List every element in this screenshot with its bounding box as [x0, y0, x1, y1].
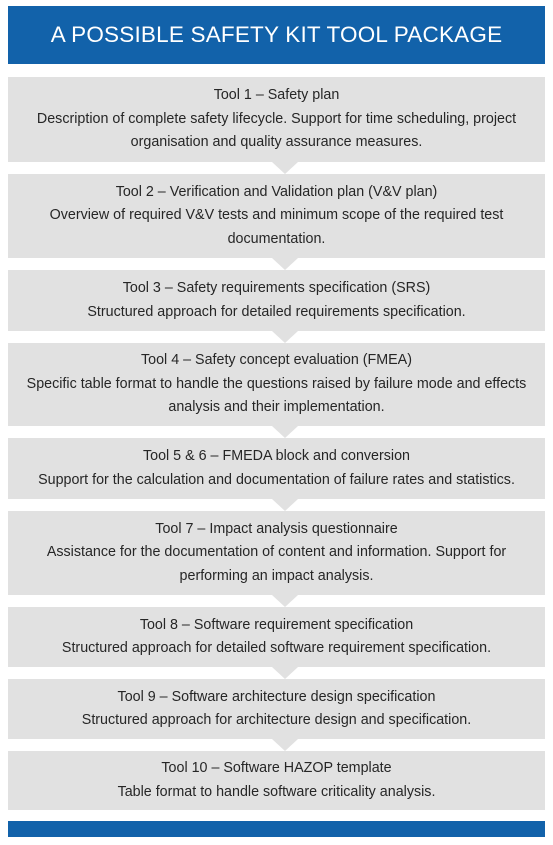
tool-description: Assistance for the documentation of content and information. Support for performing an impact analysis.	[46, 544, 507, 584]
tool-box-4	[8, 343, 545, 426]
flow-arrow-icon	[272, 739, 298, 751]
tool-description: Overview of required V&V tests and minimum scope of the required test documentation.	[49, 207, 504, 247]
tool-title: Tool 2 – Verification and Validation plan (V&V plan)	[115, 183, 438, 200]
page-title: A POSSIBLE SAFETY KIT TOOL PACKAGE	[50, 22, 503, 47]
tool-title: Tool 8 – Software requirement specification	[139, 616, 414, 633]
tool-title: Tool 7 – Impact analysis questionnaire	[155, 520, 398, 537]
flow-arrow-icon	[272, 667, 298, 679]
tool-box-2	[8, 174, 545, 258]
tool-box-10	[8, 751, 545, 810]
tool-title: Tool 1 – Safety plan	[213, 87, 340, 104]
tool-description: Structured approach for architecture design and specification.	[81, 712, 472, 728]
tool-description: Structured approach for detailed requirements specification.	[87, 303, 466, 320]
tool-box-9	[8, 679, 545, 739]
tool-box-1	[8, 77, 545, 162]
tool-description: Table format to handle software criticality analysis.	[117, 783, 436, 800]
tool-description: Specific table format to handle the questions raised by failure mode and effects analysis and their implementation.	[26, 375, 527, 416]
tool-box-7	[8, 511, 545, 595]
flow-arrow-icon	[272, 595, 298, 607]
tool-title: Tool 5 & 6 – FMEDA block and conversion	[142, 448, 410, 464]
tool-title: Tool 10 – Software HAZOP template	[161, 760, 392, 776]
tool-description: Structured approach for detailed software requirement specification.	[61, 640, 492, 656]
flow-arrow-icon	[272, 499, 298, 511]
tool-title: Tool 4 – Safety concept evaluation (FMEA)	[141, 352, 412, 369]
flow-arrow-icon	[272, 331, 298, 343]
tool-title: Tool 3 – Safety requirements specification (SRS)	[122, 280, 431, 296]
tool-box-5-6	[8, 438, 545, 499]
tool-box-3	[8, 270, 545, 331]
tool-box-8	[8, 607, 545, 667]
flow-arrow-icon	[272, 162, 298, 174]
tool-title: Tool 9 – Software architecture design specification	[117, 688, 436, 705]
flow-arrow-icon	[272, 258, 298, 270]
tool-description: Support for the calculation and documentation of failure rates and statistics.	[38, 471, 515, 488]
flow-arrow-icon	[272, 426, 298, 438]
tool-description: Description of complete safety lifecycle. Support for time scheduling, project organisation and quality assurance measures.	[36, 110, 517, 151]
footer-bar	[8, 821, 545, 837]
